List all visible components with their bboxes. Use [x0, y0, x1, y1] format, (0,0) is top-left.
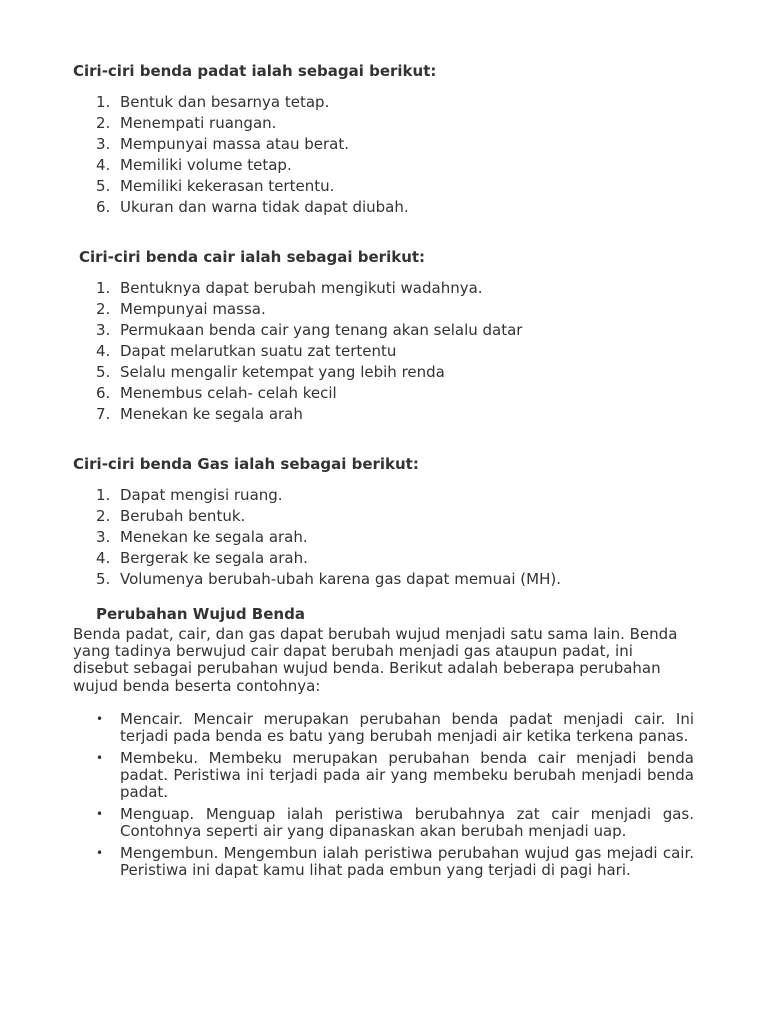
item-number: 3.	[96, 528, 111, 546]
item-text: Mempunyai massa.	[120, 300, 266, 318]
item-text: Selalu mengalir ketempat yang lebih renda	[120, 363, 445, 381]
item-text: Memiliki volume tetap.	[120, 156, 292, 174]
item-text: Ukuran dan warna tidak dapat diubah.	[120, 198, 409, 216]
list-item	[96, 485, 561, 506]
list-item	[96, 341, 522, 362]
list-perubahan-wujud	[96, 711, 694, 884]
list-item	[96, 506, 561, 527]
item-text: Bentuk dan besarnya tetap.	[120, 93, 330, 111]
bullet-icon: •	[96, 750, 104, 765]
list-item	[96, 750, 694, 802]
item-text: Menekan ke segala arah.	[120, 528, 308, 546]
list-item	[96, 134, 409, 155]
list-item	[96, 806, 694, 840]
item-text: Mempunyai massa atau berat.	[120, 135, 350, 153]
list-item	[96, 404, 522, 425]
list-item	[96, 92, 409, 113]
list-item	[96, 711, 694, 745]
item-number: 2.	[96, 507, 111, 525]
item-text: Mengembun. Mengembun ialah peristiwa perubahan wujud gas mejadi cair. Peristiwa ini dapat kamu lihat pada embun yang terjadi di pagi hari.	[120, 843, 694, 880]
list-item	[96, 383, 522, 404]
item-number: 6.	[96, 198, 111, 216]
item-number: 7.	[96, 405, 111, 423]
heading-benda-gas: Ciri-ciri benda Gas ialah sebagai berikut:	[73, 455, 419, 473]
item-text: Berubah bentuk.	[120, 507, 246, 525]
item-text: Bentuknya dapat berubah mengikuti wadahnya.	[120, 279, 483, 297]
list-item	[96, 278, 522, 299]
list-ciri-benda-cair	[96, 278, 522, 425]
list-item	[96, 845, 694, 879]
list-item	[96, 569, 561, 590]
item-text: Membeku. Membeku merupakan perubahan benda cair menjadi benda padat. Peristiwa ini terjadi pada air yang membeku berubah menjadi benda padat.	[120, 748, 694, 802]
item-number: 2.	[96, 300, 111, 318]
item-number: 5.	[96, 363, 111, 381]
list-item	[96, 155, 409, 176]
item-number: 1.	[96, 279, 111, 297]
item-number: 4.	[96, 156, 111, 174]
item-text: Permukaan benda cair yang tenang akan selalu datar	[120, 321, 523, 339]
item-text: Memiliki kekerasan tertentu.	[120, 177, 335, 195]
list-item	[96, 527, 561, 548]
item-number: 3.	[96, 135, 111, 153]
list-item	[96, 362, 522, 383]
list-item	[96, 548, 561, 569]
item-text: Menekan ke segala arah	[120, 405, 303, 423]
item-text: Dapat melarutkan suatu zat tertentu	[120, 342, 397, 360]
item-number: 4.	[96, 549, 111, 567]
list-item	[96, 197, 409, 218]
heading-benda-padat: Ciri-ciri benda padat ialah sebagai berikut:	[73, 62, 437, 80]
item-text: Bergerak ke segala arah.	[120, 549, 308, 567]
item-number: 2.	[96, 114, 111, 132]
bullet-icon: •	[96, 807, 104, 822]
bullet-icon: •	[96, 845, 104, 860]
item-text: Menguap. Menguap ialah peristiwa berubahnya zat cair menjadi gas. Contohnya seperti air yang dipanaskan akan berubah menjadi uap.	[120, 805, 694, 841]
list-item	[96, 299, 522, 320]
item-number: 6.	[96, 384, 111, 402]
item-number: 1.	[96, 486, 111, 504]
item-text: Volumenya berubah-ubah karena gas dapat memuai (MH).	[120, 570, 561, 588]
list-ciri-benda-gas	[96, 485, 561, 590]
item-number: 5.	[96, 177, 111, 195]
intro-paragraph: Benda padat, cair, dan gas dapat berubah wujud menjadi satu sama lain. Benda yang tadinya berwujud cair dapat berubah menjadi gas ataupun padat, ini disebut sebagai perubahan wujud benda. Berikut adalah beberapa perubahan wujud benda beserta contohnya:	[73, 625, 678, 695]
list-item	[96, 176, 409, 197]
item-text: Dapat mengisi ruang.	[120, 486, 283, 504]
item-text: Menempati ruangan.	[120, 114, 277, 132]
item-number: 1.	[96, 93, 111, 111]
item-number: 4.	[96, 342, 111, 360]
list-ciri-benda-padat	[96, 92, 409, 218]
item-text: Menembus celah- celah kecil	[120, 384, 337, 402]
list-item	[96, 320, 522, 341]
bullet-icon: •	[96, 712, 104, 726]
heading-perubahan-wujud: Perubahan Wujud Benda	[96, 605, 305, 623]
heading-benda-cair: Ciri-ciri benda cair ialah sebagai berikut:	[79, 248, 426, 266]
item-number: 3.	[96, 321, 111, 339]
item-text: Mencair. Mencair merupakan perubahan benda padat menjadi cair. Ini terjadi pada benda es batu yang berubah menjadi air ketika terkena panas.	[120, 710, 694, 746]
item-number: 5.	[96, 570, 111, 588]
list-item	[96, 113, 409, 134]
